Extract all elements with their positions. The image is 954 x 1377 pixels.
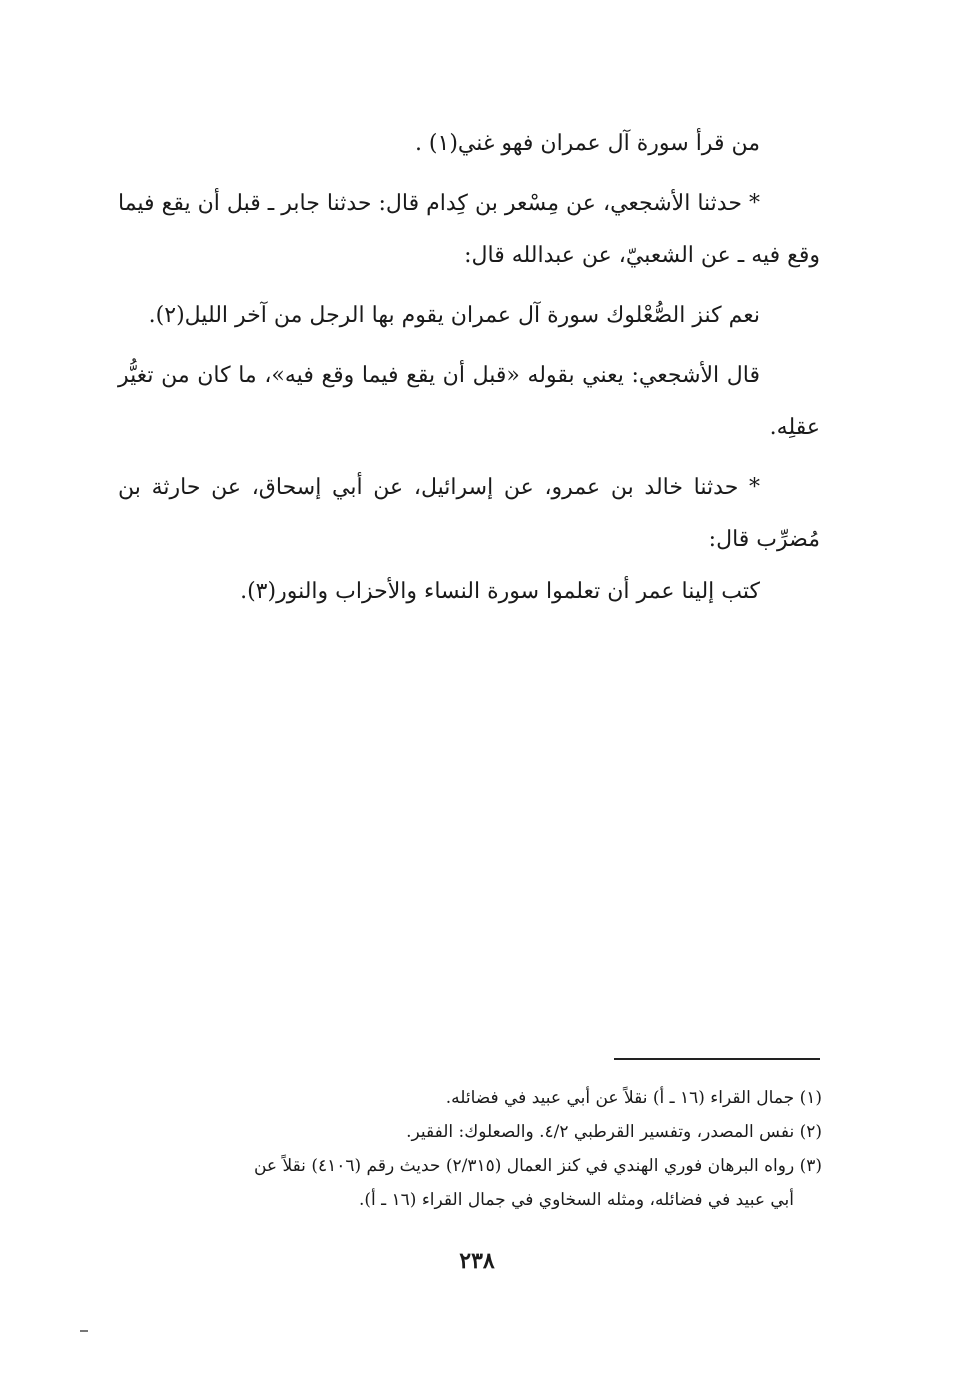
paragraph-1: من قرأ سورة آل عمران فهو غني(١) .: [414, 131, 760, 156]
footnote-divider: [614, 1058, 820, 1060]
paragraph-6: كتب إلينا عمر أن تعلموا سورة النساء والأحزاب والنور(٣).: [240, 579, 760, 604]
main-text: [118, 118, 820, 618]
footnote-3-continued: أبي عبيد في فضائله، ومثله السخاوي في جمال القراء (١٦ ـ أ).: [358, 1190, 794, 1210]
paragraph-3: نعم كنز الصُّعْلوك سورة آل عمران يقوم بها الرجل من آخر الليل(٢).: [148, 303, 760, 328]
footnote-3: (٣) رواه البرهان فوري الهندي في كنز العمال (٢/٣١٥) حديث رقم (٤١٠٦) نقلاً عن: [253, 1156, 822, 1176]
footnotes: [128, 1081, 822, 1217]
footnote-1: (١) جمال القراء (١٦ ـ أ) نقلاً عن أبي عبيد في فضائله.: [445, 1088, 822, 1108]
footnote-2: (٢) نفس المصدر، وتفسير القرطبي ٤/٢. والصعلوك: الفقير.: [406, 1122, 822, 1142]
scan-speck: [80, 1330, 88, 1332]
paragraph-5: * حدثنا خالد بن عمرو، عن إسرائيل، عن أبي إسحاق، عن حارثة بن مُضرِّب قال:: [118, 475, 820, 552]
paragraph-4: قال الأشجعي: يعني بقوله «قبل أن يقع فيما وقع فيه»، ما كان من تغيُّر عقلِه.: [118, 363, 820, 440]
page-number: ٢٣٨: [459, 1248, 495, 1274]
paragraph-2: * حدثنا الأشجعي، عن مِسْعر بن كِدام قال: حدثنا جابر ـ قبل أن يقع فيما وقع فيه ـ عن الشعبيّ، عن عبدالله قال:: [118, 191, 820, 268]
